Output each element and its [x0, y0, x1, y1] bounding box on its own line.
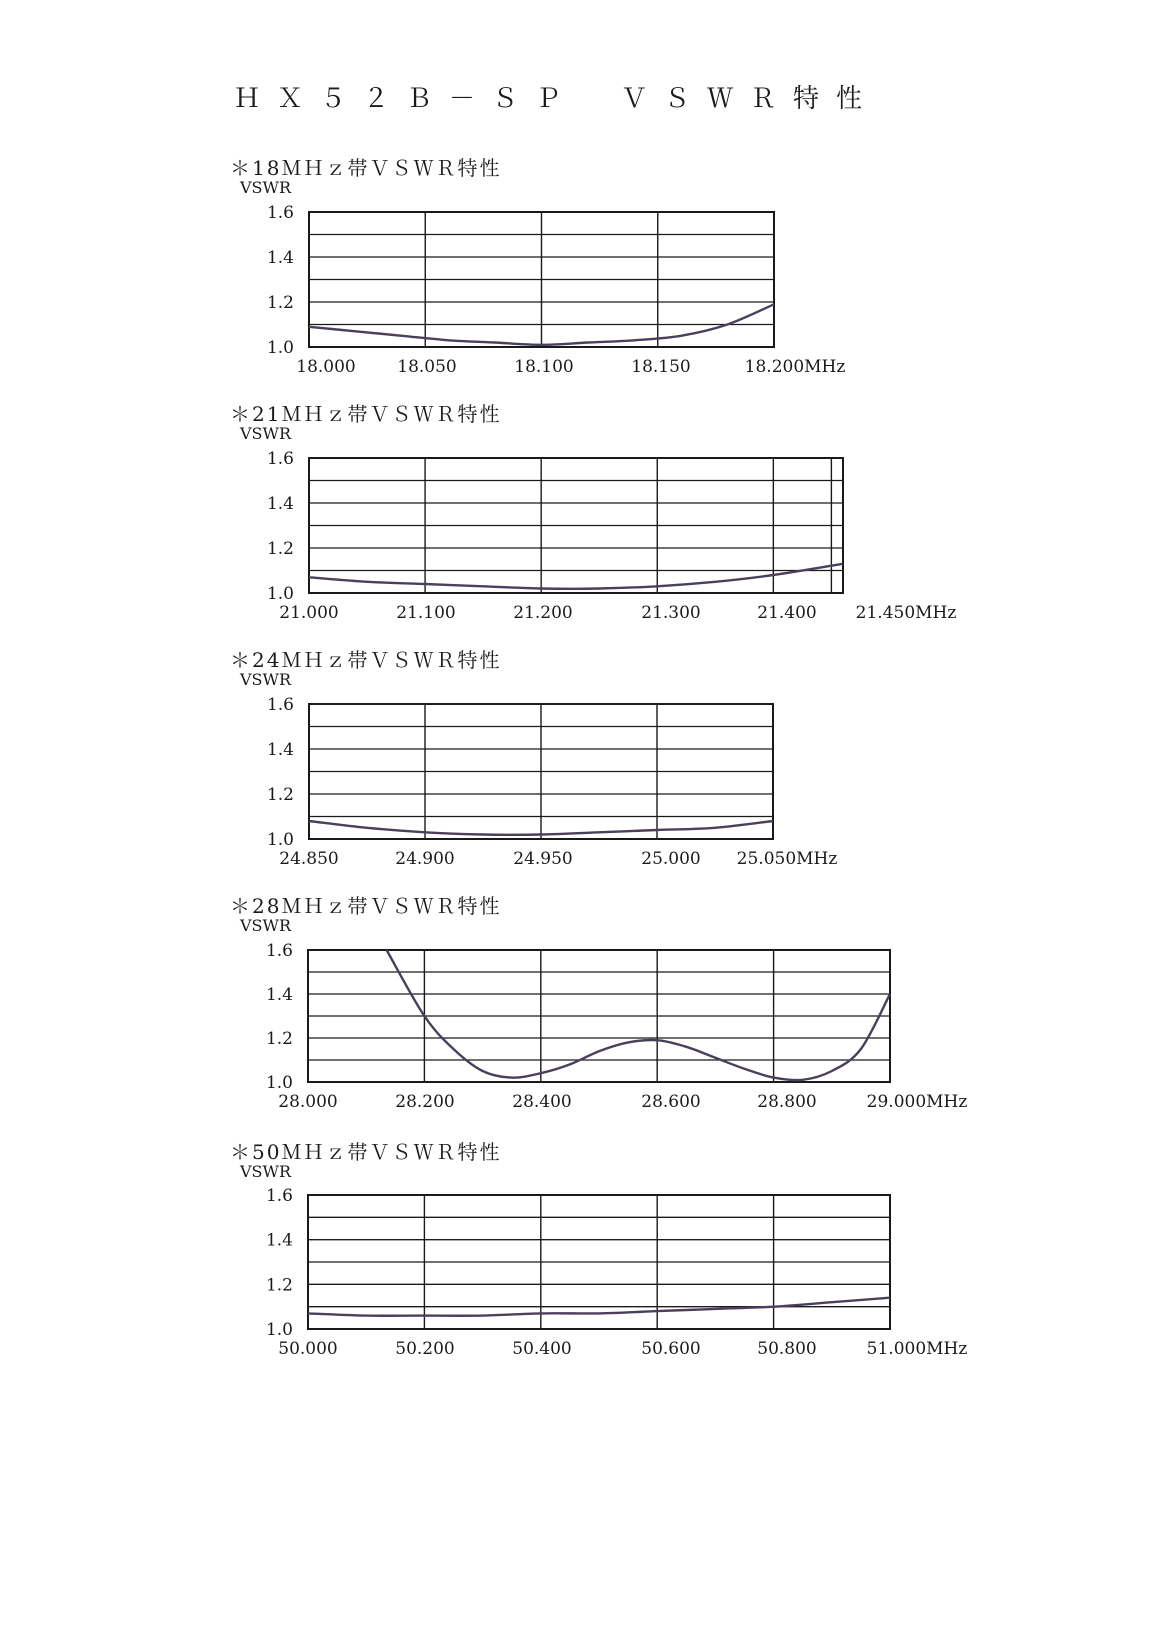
vswr-chart — [0, 438, 1157, 638]
x-tick-label: 21.100 — [396, 603, 456, 623]
y-tick-label: 1.0 — [265, 1073, 293, 1093]
chart-title: ＊28ＭＨｚ帯ＶＳＷＲ特性 — [230, 894, 502, 918]
x-tick-label: 18.100 — [514, 357, 574, 377]
y-tick-label: 1.0 — [266, 584, 294, 604]
x-tick-label: 51.000MHz — [866, 1339, 968, 1359]
x-tick-label: 18.200MHz — [744, 357, 846, 377]
y-tick-label: 1.0 — [266, 830, 294, 850]
y-tick-label: 1.2 — [265, 1029, 293, 1049]
chart-title: ＊24ＭＨｚ帯ＶＳＷＲ特性 — [230, 648, 502, 672]
y-tick-label: 1.6 — [266, 203, 294, 223]
y-axis-label: VSWR — [240, 916, 292, 935]
y-axis-label: VSWR — [240, 178, 292, 197]
x-tick-label: 28.200 — [395, 1092, 455, 1112]
chart-title: ＊50ＭＨｚ帯ＶＳＷＲ特性 — [230, 1140, 502, 1164]
x-tick-label: 21.400 — [757, 603, 817, 623]
y-tick-label: 1.4 — [266, 740, 294, 760]
x-tick-label: 50.600 — [641, 1339, 701, 1359]
vswr-chart — [0, 192, 1157, 392]
x-tick-label: 18.050 — [397, 357, 457, 377]
x-tick-label: 50.000 — [278, 1339, 338, 1359]
y-tick-label: 1.6 — [266, 695, 294, 715]
x-tick-label: 21.000 — [279, 603, 339, 623]
y-tick-label: 1.4 — [266, 494, 294, 514]
x-tick-label: 18.000 — [296, 357, 356, 377]
y-tick-label: 1.4 — [266, 248, 294, 268]
y-tick-label: 1.2 — [265, 1275, 293, 1296]
y-tick-label: 1.6 — [265, 941, 293, 961]
vswr-chart — [0, 1175, 1157, 1375]
x-tick-label: 21.300 — [641, 603, 701, 623]
x-tick-label: 28.000 — [278, 1092, 338, 1112]
x-tick-label: 18.150 — [631, 357, 691, 377]
x-tick-label: 25.050MHz — [736, 849, 838, 869]
x-tick-label: 24.900 — [395, 849, 455, 869]
y-tick-label: 1.6 — [265, 1186, 293, 1206]
x-tick-label: 50.400 — [512, 1339, 572, 1359]
x-tick-label: 50.200 — [395, 1339, 455, 1359]
y-tick-label: 1.6 — [266, 449, 294, 469]
y-axis-label: VSWR — [240, 670, 292, 689]
x-tick-label: 50.800 — [757, 1339, 817, 1359]
x-tick-label: 25.000 — [641, 849, 701, 869]
x-tick-label: 28.800 — [757, 1092, 817, 1112]
y-tick-label: 1.0 — [265, 1320, 293, 1340]
vswr-chart — [0, 930, 1157, 1130]
x-tick-label: 28.400 — [512, 1092, 572, 1112]
y-tick-label: 1.2 — [266, 539, 294, 559]
page-title: ＨＸ５２Ｂ－ＳＰ ＶＳＷＲ特性 — [234, 84, 880, 114]
y-tick-label: 1.4 — [265, 1230, 293, 1251]
x-tick-label: 21.450MHz — [855, 603, 957, 623]
chart-title: ＊21ＭＨｚ帯ＶＳＷＲ特性 — [230, 402, 502, 426]
y-axis-label: VSWR — [240, 1162, 292, 1181]
x-tick-label: 29.000MHz — [866, 1092, 968, 1112]
vswr-series-line — [309, 564, 843, 589]
x-tick-label: 24.950 — [513, 849, 573, 869]
chart-title: ＊18ＭＨｚ帯ＶＳＷＲ特性 — [230, 156, 502, 180]
vswr-chart — [0, 684, 1157, 884]
y-axis-label: VSWR — [240, 424, 292, 443]
y-tick-label: 1.4 — [265, 985, 293, 1005]
x-tick-label: 24.850 — [279, 849, 339, 869]
x-tick-label: 28.600 — [641, 1092, 701, 1112]
y-tick-label: 1.2 — [266, 785, 294, 805]
y-tick-label: 1.2 — [266, 293, 294, 313]
y-tick-label: 1.0 — [266, 338, 294, 358]
x-tick-label: 21.200 — [513, 603, 573, 623]
